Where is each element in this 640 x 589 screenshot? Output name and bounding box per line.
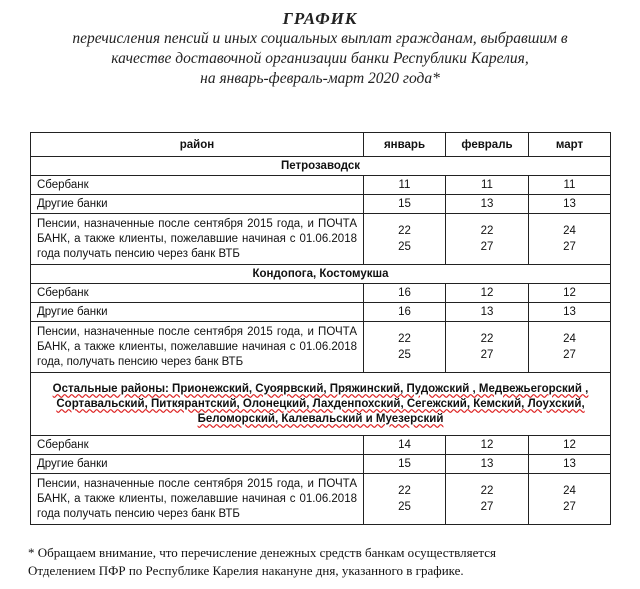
table-row	[31, 474, 611, 525]
section-title-text: Остальные районы: Прионежский, Суоярвский, Пряжинский, Пудожский , Медвежьегорский , Сортавальский, Питкярантский, Олонецкий, Лахденпохский, Сегежский, Кемский, Лоухский, Беломорский, Калевальский и Муезерский	[52, 382, 589, 425]
date-first: 22	[398, 225, 411, 237]
cell-january	[364, 474, 446, 525]
subtitle-line-2: качестве доставочной организации банки Республики Карелия,	[111, 50, 529, 67]
date-second: 27	[480, 241, 494, 253]
date-second: 27	[563, 501, 576, 513]
date-first: 24	[563, 485, 576, 497]
footnote-line-1: * Обращаем внимание, что перечисление денежных средств банкам осуществляется	[28, 545, 496, 560]
cell-january: 14	[364, 436, 446, 455]
table-row	[31, 176, 611, 195]
document-title: ГРАФИК	[282, 9, 358, 28]
date-second: 25	[398, 501, 411, 513]
section-header-kondopoga	[31, 265, 611, 284]
cell-march	[529, 214, 611, 265]
cell-january: 11	[364, 176, 446, 195]
table-row	[31, 455, 611, 474]
row-label: Сбербанк	[31, 284, 364, 303]
cell-march	[529, 322, 611, 373]
column-header-january: январь	[364, 133, 446, 157]
cell-march: 12	[529, 436, 611, 455]
date-second: 27	[480, 501, 494, 513]
cell-february	[446, 214, 529, 265]
column-header-district: район	[31, 133, 364, 157]
section-title	[31, 373, 611, 436]
cell-january	[364, 322, 446, 373]
cell-february	[446, 322, 529, 373]
row-label: Сбербанк	[31, 176, 364, 195]
cell-march: 12	[529, 284, 611, 303]
section-title: Петрозаводск	[31, 157, 611, 176]
row-label: Пенсии, назначенные после сентября 2015 года, и ПОЧТА БАНК, а также клиенты, пожелавшие начиная с 01.06.2018 года получать пенсию через банк ВТБ	[31, 214, 364, 265]
payment-schedule-table	[30, 132, 611, 525]
date-second: 25	[398, 349, 411, 361]
cell-february: 13	[446, 195, 529, 214]
date-first: 22	[480, 333, 494, 345]
date-second: 27	[563, 241, 576, 253]
row-label: Пенсии, назначенные после сентября 2015 года, и ПОЧТА БАНК, а также клиенты, пожелавшие начиная с 01.06.2018 года получать пенсию через банк ВТБ	[31, 474, 364, 525]
cell-march: 13	[529, 195, 611, 214]
date-second: 25	[398, 241, 411, 253]
date-first: 22	[398, 333, 411, 345]
cell-march	[529, 474, 611, 525]
cell-january: 15	[364, 195, 446, 214]
cell-february	[446, 474, 529, 525]
row-label: Сбербанк	[31, 436, 364, 455]
section-header-petrozavodsk	[31, 157, 611, 176]
footnote	[28, 544, 618, 580]
date-first: 22	[398, 485, 411, 497]
cell-january: 16	[364, 303, 446, 322]
subtitle-line-3: на январь-февраль-март 2020 года*	[200, 70, 440, 87]
table-row	[31, 195, 611, 214]
table-row	[31, 436, 611, 455]
column-header-february: февраль	[446, 133, 529, 157]
cell-march: 13	[529, 303, 611, 322]
date-second: 27	[480, 349, 494, 361]
table-row	[31, 322, 611, 373]
cell-february: 13	[446, 455, 529, 474]
date-first: 24	[563, 225, 576, 237]
date-first: 22	[480, 225, 494, 237]
date-first: 24	[563, 333, 576, 345]
document-header	[0, 8, 640, 89]
cell-january	[364, 214, 446, 265]
row-label: Другие банки	[31, 195, 364, 214]
table-row	[31, 214, 611, 265]
footnote-line-2: Отделением ПФР по Республике Карелия накануне дня, указанного в графике.	[28, 563, 464, 578]
table-header-row	[31, 133, 611, 157]
table-row	[31, 284, 611, 303]
subtitle-line-1: перечисления пенсий и иных социальных выплат гражданам, выбравшим в	[72, 30, 568, 47]
cell-january: 16	[364, 284, 446, 303]
row-label: Другие банки	[31, 303, 364, 322]
cell-february: 11	[446, 176, 529, 195]
cell-february: 13	[446, 303, 529, 322]
table-row	[31, 303, 611, 322]
cell-march: 11	[529, 176, 611, 195]
row-label: Пенсии, назначенные после сентября 2015 года, и ПОЧТА БАНК, а также клиенты, пожелавшие начиная с 01.06.2018 года, получать пенсию через банк ВТБ	[31, 322, 364, 373]
date-first: 22	[480, 485, 494, 497]
cell-march: 13	[529, 455, 611, 474]
section-title: Кондопога, Костомукша	[31, 265, 611, 284]
cell-january: 15	[364, 455, 446, 474]
cell-february: 12	[446, 284, 529, 303]
date-second: 27	[563, 349, 576, 361]
row-label: Другие банки	[31, 455, 364, 474]
section-header-other-districts	[31, 373, 611, 436]
column-header-march: март	[529, 133, 611, 157]
cell-february: 12	[446, 436, 529, 455]
